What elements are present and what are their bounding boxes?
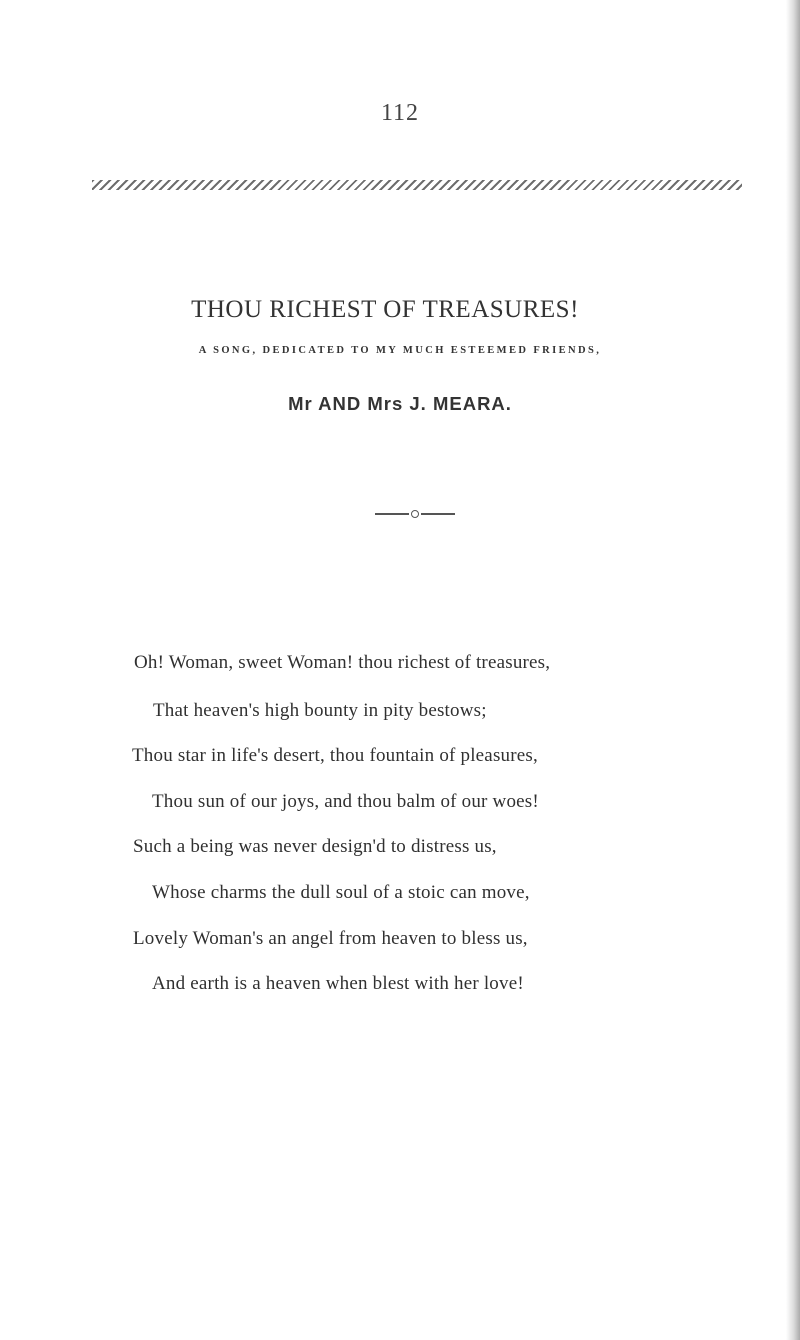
header-ornament (92, 180, 742, 190)
poem-line: Lovely Woman's an angel from heaven to bless us, (133, 928, 528, 949)
page-edge-shadow (786, 0, 800, 1340)
song-title: THOU RICHEST OF TREASURES! (191, 296, 579, 323)
page-number: 112 (380, 100, 420, 126)
poem-line: Oh! Woman, sweet Woman! thou richest of treasures, (134, 652, 551, 673)
poem-line: Thou sun of our joys, and thou balm of our woes! (152, 791, 539, 812)
poem-line: Thou star in life's desert, thou fountain of pleasures, (132, 745, 538, 766)
section-divider (375, 512, 455, 516)
poem-line: That heaven's high bounty in pity bestows; (153, 700, 487, 721)
poem-line: Whose charms the dull soul of a stoic can move, (152, 882, 530, 903)
dedicatees: Mr AND Mrs J. MEARA. (288, 393, 512, 414)
poem-line: And earth is a heaven when blest with her love! (152, 973, 524, 994)
poem-line: Such a being was never design'd to distress us, (133, 836, 497, 857)
dedication-line: A SONG, DEDICATED TO MY MUCH ESTEEMED FRIENDS, (198, 345, 602, 356)
